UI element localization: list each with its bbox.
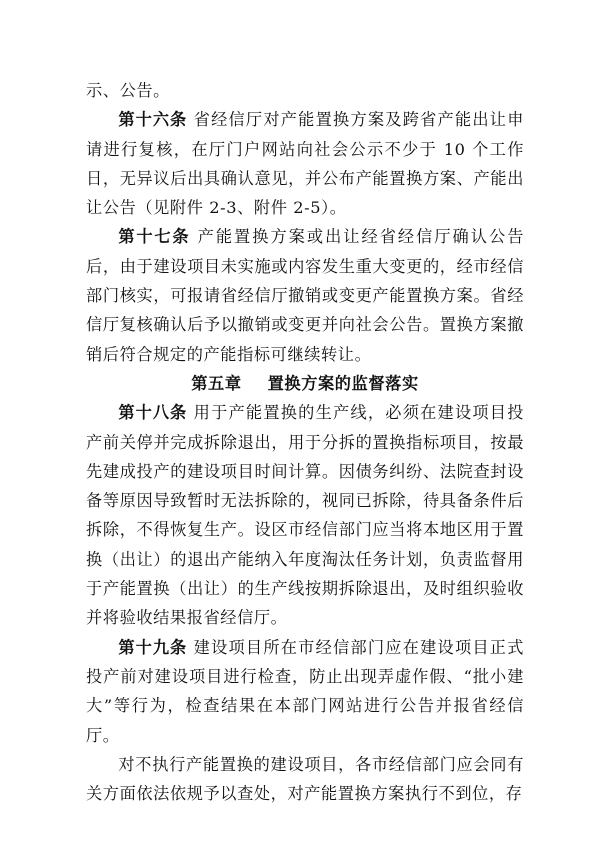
article-17 bbox=[86, 222, 524, 368]
article-text: 产能置换方案或出让经省经信厅确认公告后，由于建设项目未实施或内容发生重大变更的，经市经信部门核实，可报请省经信厅撤销或变更产能置换方案。省经信厅复核确认后予以撤销或变更并向社会公告。置换方案撤销后符合规定的产能指标可继续转让。 bbox=[86, 227, 524, 364]
article-18 bbox=[86, 398, 524, 632]
paragraph-continuation bbox=[86, 76, 524, 105]
article-text: 用于产能置换的生产线，必须在建设项目投产前关停并完成拆除退出，用于分拆的置换指标项目，按最先建成投产的建设项目时间计算。因债务纠纷、法院查封设备等原因导致暂时无法拆除的，视同已拆除，待具备条件后拆除，不得恢复生产。设区市经信部门应当将本地区用于置换（出让）的退出产能纳入年度淘汰任务计划，负责监督用于产能置换（出让）的生产线按期拆除退出，及时组织验收并将验收结果报省经信厅。 bbox=[86, 403, 525, 628]
article-text: 省经信厅对产能置换方案及跨省产能出让申请进行复核，在厅门户网站向社会公示不少于 10 个工作日，无异议后出具确认意见，并公布产能置换方案、产能出让公告（见附件 2-3、附件 2-5）。 bbox=[86, 110, 525, 218]
article-number: 第十七条 bbox=[118, 227, 191, 247]
chapter-number: 第五章 bbox=[191, 373, 242, 393]
paragraph-enforcement bbox=[86, 750, 524, 809]
chapter-heading bbox=[86, 369, 524, 398]
paragraph-text: 对不执行产能置换的建设项目，各市经信部门应会同有关方面依法依规予以查处，对产能置换方案执行不到位，存 bbox=[86, 754, 524, 804]
document-page bbox=[86, 76, 524, 808]
article-19 bbox=[86, 633, 524, 750]
article-16 bbox=[86, 105, 524, 222]
paragraph-text: 示、公告。 bbox=[86, 81, 170, 100]
article-number: 第十九条 bbox=[118, 637, 188, 657]
article-number: 第十八条 bbox=[118, 403, 188, 423]
article-text: 建设项目所在市经信部门应在建设项目正式投产前对建设项目进行检查，防止出现弄虚作假、“批小建大”等行为，检查结果在本部门网站进行公告并报省经信厅。 bbox=[86, 637, 525, 745]
chapter-title: 置换方案的监督落实 bbox=[267, 373, 419, 393]
article-number: 第十六条 bbox=[118, 110, 188, 130]
